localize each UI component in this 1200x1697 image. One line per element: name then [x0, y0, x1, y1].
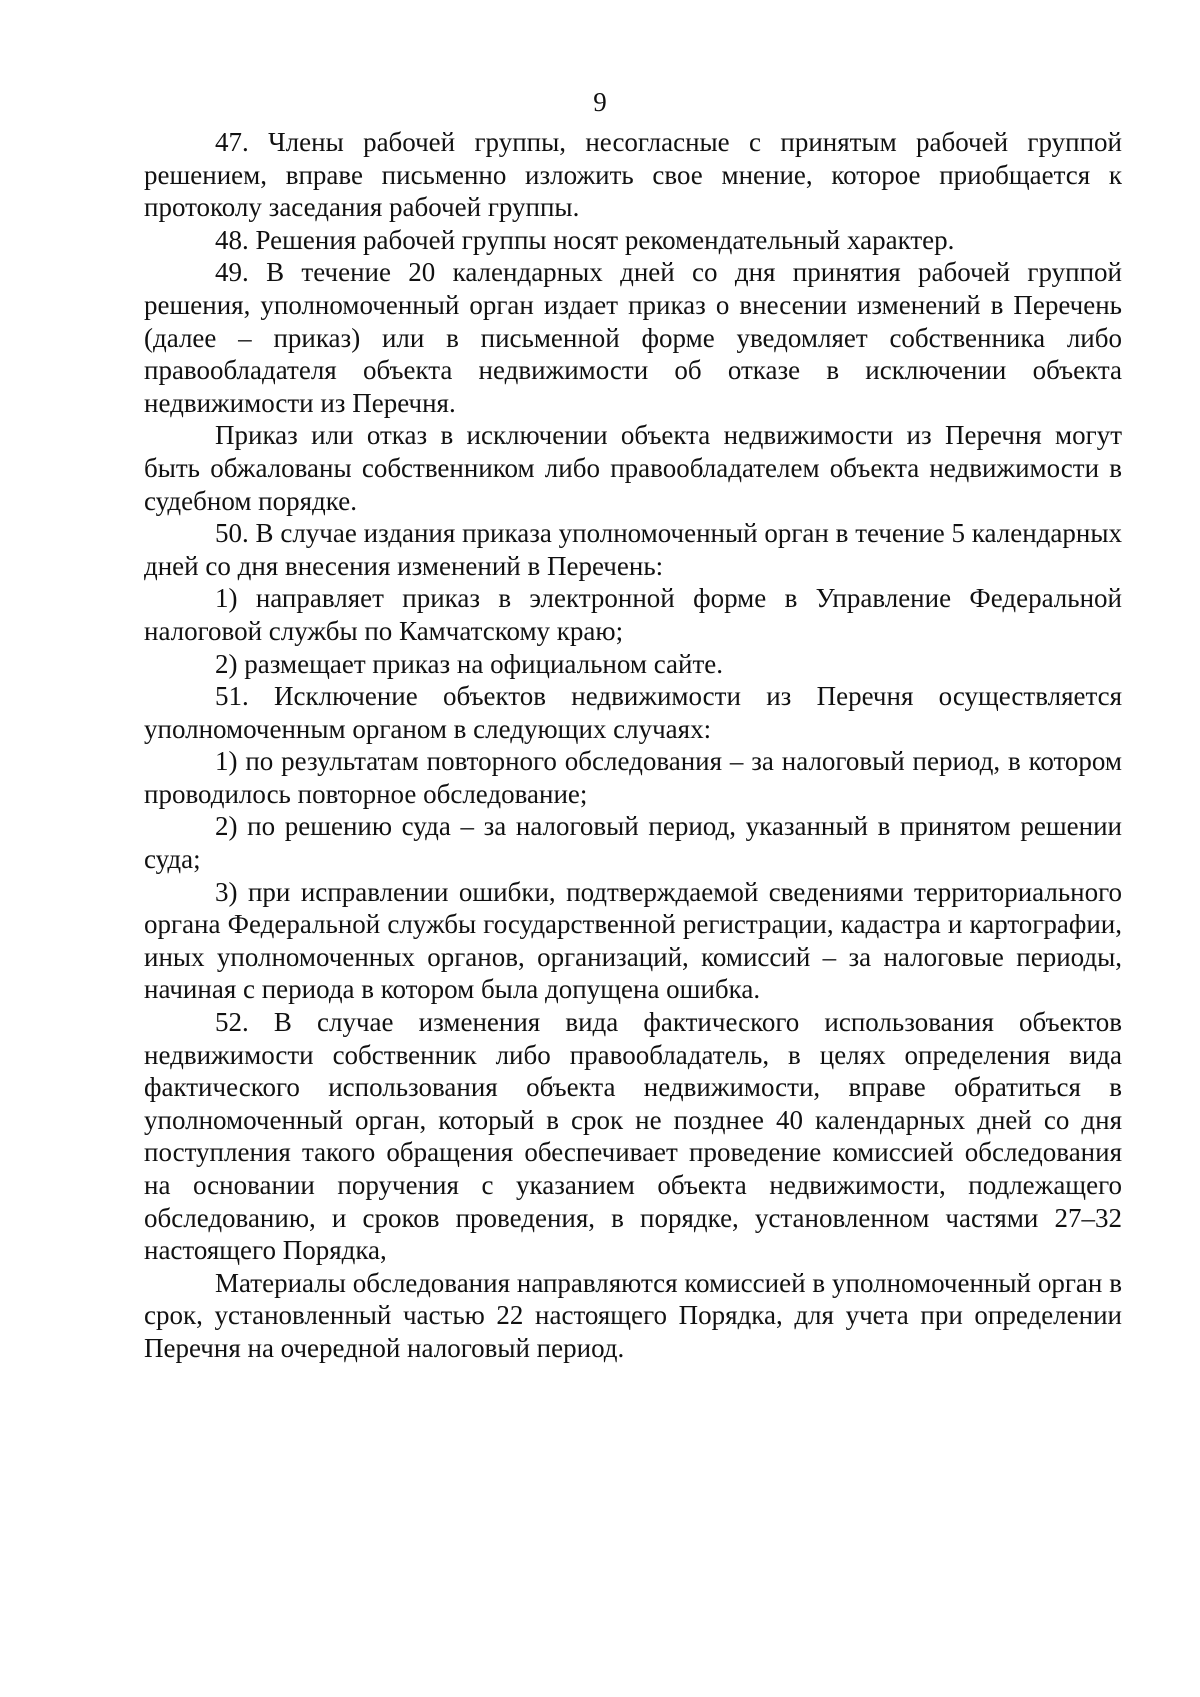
paragraph-50-item-1: 1) направляет приказ в электронной форме в Управление Федеральной налоговой службы по Камчатскому краю; — [144, 583, 1122, 646]
page-number: 9 — [593, 87, 607, 117]
document-body — [144, 126, 1122, 1365]
paragraph-49: 49. В течение 20 календарных дней со дня принятия рабочей группой решения, уполномоченный орган издает приказ о внесении изменений в Перечень (далее – приказ) или в письменной форме уведомляет собственника либо правообладателя объекта недвижимости об отказе в исключении объекта недвижимости из Перечня. — [144, 257, 1122, 418]
paragraph-50-item-2: 2) размещает приказ на официальном сайте. — [215, 648, 723, 679]
paragraph-51-item-1: 1) по результатам повторного обследования – за налоговый период, в котором проводилось повторное обследование; — [144, 746, 1122, 809]
paragraph-49-appeal: Приказ или отказ в исключении объекта недвижимости из Перечня могут быть обжалованы собственником либо правообладателем объекта недвижимости в судебном порядке. — [144, 420, 1122, 516]
paragraph-52: 52. В случае изменения вида фактического использования объектов недвижимости собственник либо правообладатель, в целях определения вида фактического использования объекта недвижимости, вправе обратиться в уполномоченный орган, который в срок не позднее 40 календарных дней со дня поступления такого обращения обеспечивает проведение комиссией обследования на основании поручения с указанием объекта недвижимости, подлежащего обследованию, и сроков проведения, в порядке, установленном частями 27–32 настоящего Порядка, — [144, 1007, 1122, 1266]
paragraph-48: 48. Решения рабочей группы носят рекомендательный характер. — [215, 224, 955, 255]
paragraph-50: 50. В случае издания приказа уполномоченный орган в течение 5 календарных дней со дня внесения изменений в Перечень: — [144, 518, 1122, 581]
paragraph-47: 47. Члены рабочей группы, несогласные с принятым рабочей группой решением, вправе письменно изложить свое мнение, которое приобщается к протоколу заседания рабочей группы. — [144, 127, 1122, 223]
paragraph-51-item-3: 3) при исправлении ошибки, подтверждаемой сведениями территориального органа Федеральной службы государственной регистрации, кадастра и картографии, иных уполномоченных органов, организаций, комиссий – за налоговые периоды, начиная с периода в котором была допущена ошибка. — [144, 876, 1122, 1005]
paragraph-51-item-2: 2) по решению суда – за налоговый период, указанный в принятом решении суда; — [144, 811, 1122, 875]
paragraph-52-materials: Материалы обследования направляются комиссией в уполномоченный орган в срок, установленный частью 22 настоящего Порядка, для учета при определении Перечня на очередной налоговый период. — [144, 1267, 1122, 1363]
paragraph-51: 51. Исключение объектов недвижимости из Перечня осуществляется уполномоченным органом в следующих случаях: — [144, 681, 1122, 744]
